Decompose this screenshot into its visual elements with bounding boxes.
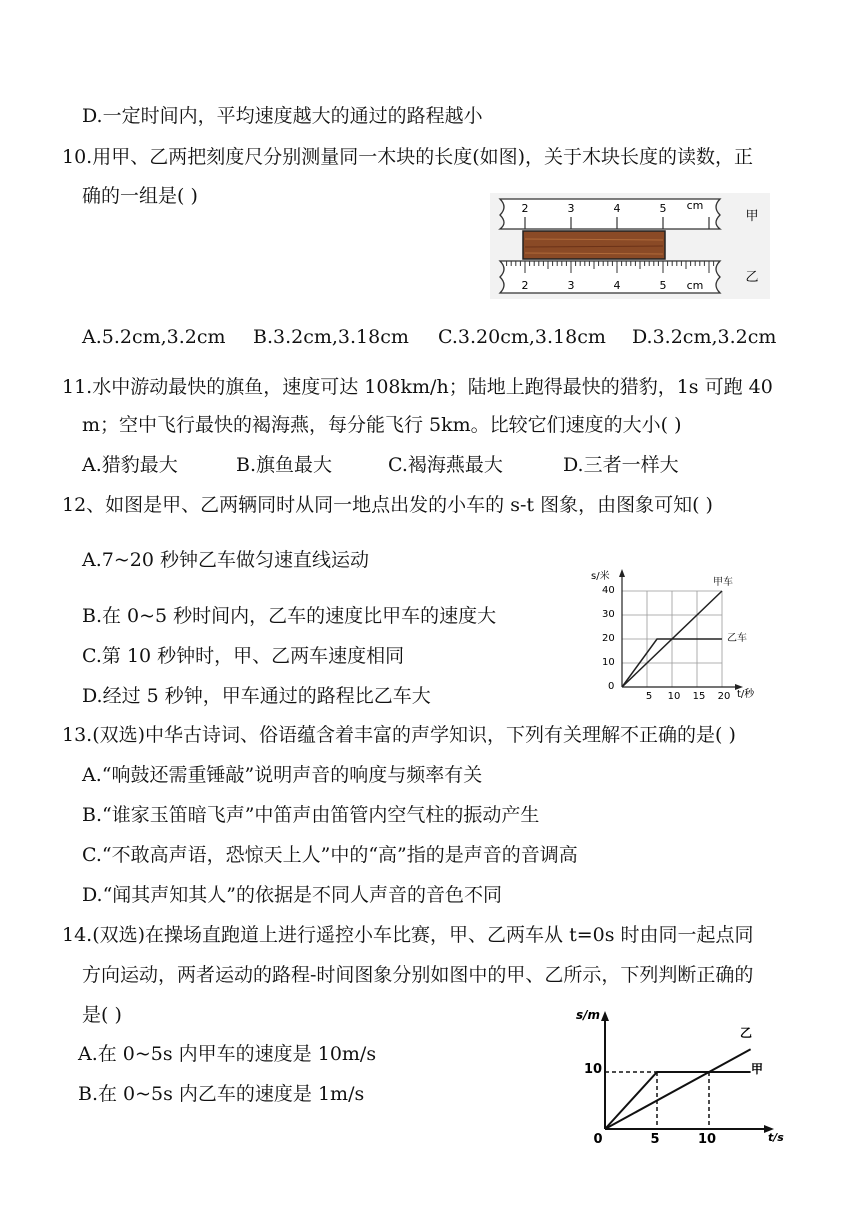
q12-xtick-20: 20 <box>717 691 731 702</box>
q11-stem-line2: m；空中飞行最快的褐海燕，每分能飞行 5km。比较它们速度的大小( ) <box>82 414 682 436</box>
q11-stem-line1: 11.水中游动最快的旗鱼，速度可达 108km/h；陆地上跑得最快的猎豹，1s 可跑 40 <box>62 376 773 398</box>
q14-xtick-5: 5 <box>650 1132 660 1147</box>
ruler-yi-unit: cm <box>686 279 704 292</box>
q12-ytick-20: 20 <box>602 633 615 644</box>
q14-y-axis-arrow <box>601 1011 609 1021</box>
q14-ytick-10: 10 <box>584 1062 603 1077</box>
q12-option-b: B.在 0~5 秒时间内，乙车的速度比甲车的速度大 <box>82 605 497 627</box>
q14-stem-line3: 是( ) <box>82 1004 122 1026</box>
ruler-yi-tick-5: 5 <box>659 279 667 292</box>
ruler-jia-unit: cm <box>686 199 704 212</box>
q12-xtick-15: 15 <box>692 691 706 702</box>
q14-series-jia-line <box>605 1072 751 1129</box>
ruler-jia-tick-2: 2 <box>521 202 529 215</box>
q12-ytick-10: 10 <box>602 657 615 668</box>
q11-option-d: D.三者一样大 <box>563 454 679 476</box>
q14-st-chart <box>570 1005 790 1150</box>
q12-stem: 12、如图是甲、乙两辆同时从同一地点出发的小车的 s-t 图象，由图象可知( ) <box>62 494 713 516</box>
q14-stem-line1: 14.(双选)在操场直跑道上进行遥控小车比赛，甲、乙两车从 t=0s 时由同一起点同 <box>62 924 754 946</box>
q12-y-axis-arrow <box>619 569 625 577</box>
q13-option-b: B.“谁家玉笛暗飞声”中笛声由笛管内空气柱的振动产生 <box>82 804 540 826</box>
ruler-yi-tick-4: 4 <box>613 279 621 292</box>
q12-xtick-5: 5 <box>645 691 653 702</box>
ruler-yi-tick-3: 3 <box>567 279 575 292</box>
q14-x-axis-label: t/s <box>768 1131 784 1144</box>
ruler-jia-tick-4: 4 <box>613 202 621 215</box>
q11-option-b: B.旗鱼最大 <box>236 454 333 476</box>
wood-block <box>523 231 665 259</box>
q12-x-axis-label: t/秒 <box>737 689 755 700</box>
q13-option-c: C.“不敢高声语，恐惊天上人”中的“高”指的是声音的音调高 <box>82 844 578 866</box>
ruler-yi-tick-2: 2 <box>521 279 529 292</box>
q11-option-c: C.褐海燕最大 <box>388 454 503 476</box>
ruler-yi-label: 乙 <box>745 270 759 285</box>
ruler-jia-label: 甲 <box>745 209 759 224</box>
q13-stem: 13.(双选)中华古诗词、俗语蕴含着丰富的声学知识，下列有关理解不正确的是( ) <box>62 724 736 746</box>
q10-ruler-figure <box>490 193 770 299</box>
q10-option-a: A.5.2cm,3.2cm <box>82 326 226 348</box>
q10-stem-line2: 确的一组是( ) <box>82 185 198 207</box>
q12-ytick-30: 30 <box>602 609 615 620</box>
q10-option-d: D.3.2cm,3.2cm <box>632 326 777 348</box>
q12-y-axis-label: s/米 <box>591 571 610 582</box>
q14-y-axis-label: s/m <box>576 1008 601 1022</box>
q14-series-jia-label: 甲 <box>751 1062 764 1076</box>
q14-option-b: B.在 0~5s 内乙车的速度是 1m/s <box>78 1083 365 1105</box>
q9-option-d: D.一定时间内，平均速度越大的通过的路程越小 <box>82 105 483 127</box>
q12-ytick-0: 0 <box>608 681 615 692</box>
ruler-jia-tick-5: 5 <box>659 202 667 215</box>
q13-option-a: A.“响鼓还需重锤敲”说明声音的响度与频率有关 <box>82 764 483 786</box>
ruler-jia-tick-3: 3 <box>567 202 575 215</box>
q12-series-yi-label: 乙车 <box>727 633 747 644</box>
q14-series-yi-label: 乙 <box>740 1026 753 1040</box>
q13-option-d: D.“闻其声知其人”的依据是不同人声音的音色不同 <box>82 884 503 906</box>
q14-xtick-10: 10 <box>697 1132 717 1147</box>
q10-option-b: B.3.2cm,3.18cm <box>253 326 409 348</box>
q14-stem-line2: 方向运动，两者运动的路程-时间图象分别如图中的甲、乙所示，下列判断正确的 <box>82 964 754 986</box>
q12-st-chart <box>585 565 780 703</box>
q14-origin-label: 0 <box>593 1132 603 1147</box>
q10-stem-line1: 10.用甲、乙两把刻度尺分别测量同一木块的长度(如图)，关于木块长度的读数，正 <box>62 146 754 168</box>
q12-option-d: D.经过 5 秒钟，甲车通过的路程比乙车大 <box>82 685 431 707</box>
q14-option-a: A.在 0~5s 内甲车的速度是 10m/s <box>78 1043 377 1065</box>
q12-ytick-40: 40 <box>602 585 615 596</box>
q12-xtick-10: 10 <box>667 691 681 702</box>
q11-option-a: A.猎豹最大 <box>82 454 178 476</box>
q14-series-yi-line <box>605 1049 751 1129</box>
q10-option-c: C.3.20cm,3.18cm <box>438 326 606 348</box>
q12-series-jia-label: 甲车 <box>713 577 733 588</box>
q12-option-a: A.7~20 秒钟乙车做匀速直线运动 <box>82 549 369 571</box>
q12-option-c: C.第 10 秒钟时，甲、乙两车速度相同 <box>82 645 405 667</box>
